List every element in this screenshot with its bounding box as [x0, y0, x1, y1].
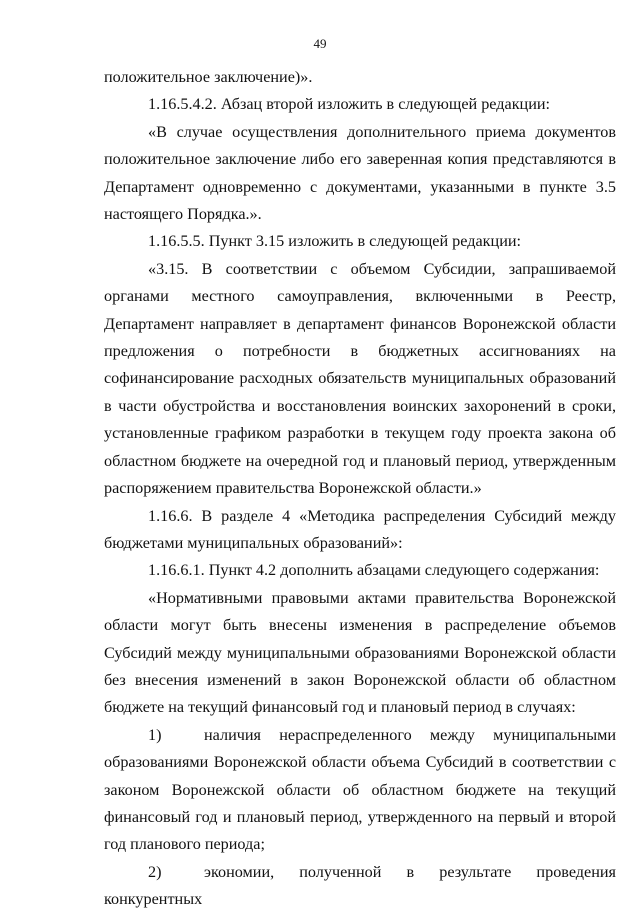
paragraph-quote-second-abzac: «В случае осуществления дополнительного приема документов положительное заключение либо его заверенная копия представляются в Департамент одновременно с документами, указанными в пункте 3.5 настоящего Порядка.». — [104, 122, 616, 224]
document-body — [104, 64, 616, 914]
paragraph-item-1-16-6: 1.16.6. В разделе 4 «Методика распределения Субсидий между бюджетами муниципальных образований»: — [104, 506, 616, 552]
list-item — [104, 859, 616, 914]
list-item — [104, 722, 616, 859]
paragraph-quote-normative-acts: «Нормативными правовыми актами правительства Воронежской области могут быть внесены изменения в распределение объемов Субсидий между муниципальными образованиями Воронежской области без внесения изменений в закон Воронежской области об областном бюджете на текущий финансовый год и плановый период в случаях: — [104, 588, 616, 717]
paragraph-item-1-16-5-4-2: 1.16.5.4.2. Абзац второй изложить в следующей редакции: — [148, 95, 551, 114]
list-item-text: наличия нераспределенного между муниципальными образованиями Воронежской области объема Субсидий в соответствии с законом Воронежской области об областном бюджете на текущий финансовый год и плановый период, утвержденного на первый и второй год планового периода; — [104, 725, 616, 854]
list-item-text: экономии, полученной в результате проведения конкурентных — [104, 862, 616, 909]
list-item-number: 2) — [148, 862, 162, 881]
paragraph-item-1-16-5-5: 1.16.5.5. Пункт 3.15 изложить в следующей редакции: — [148, 232, 522, 251]
paragraph-quote-3-15: «3.15. В соответствии с объемом Субсидии, запрашиваемой органами местного самоуправления, включенными в Реестр, Департамент направляет в департамент финансов Воронежской области предложения о потребности в бюджетных ассигнованиях на софинансирование расходных обязательств муниципальных образований в части обустройства и восстановления воинских захоронений в сроки, установленные графиком разработки в текущем году проекта закона об областном бюджете на очередной год и плановый период, утвержденным распоряжением правительства Воронежской области.» — [104, 259, 616, 498]
page-number: 49 — [313, 36, 327, 51]
list-item-number: 1) — [148, 725, 162, 744]
paragraph-item-1-16-6-1: 1.16.6.1. Пункт 4.2 дополнить абзацами следующего содержания: — [148, 561, 600, 580]
paragraph-continuation: положительное заключение)». — [104, 68, 313, 86]
